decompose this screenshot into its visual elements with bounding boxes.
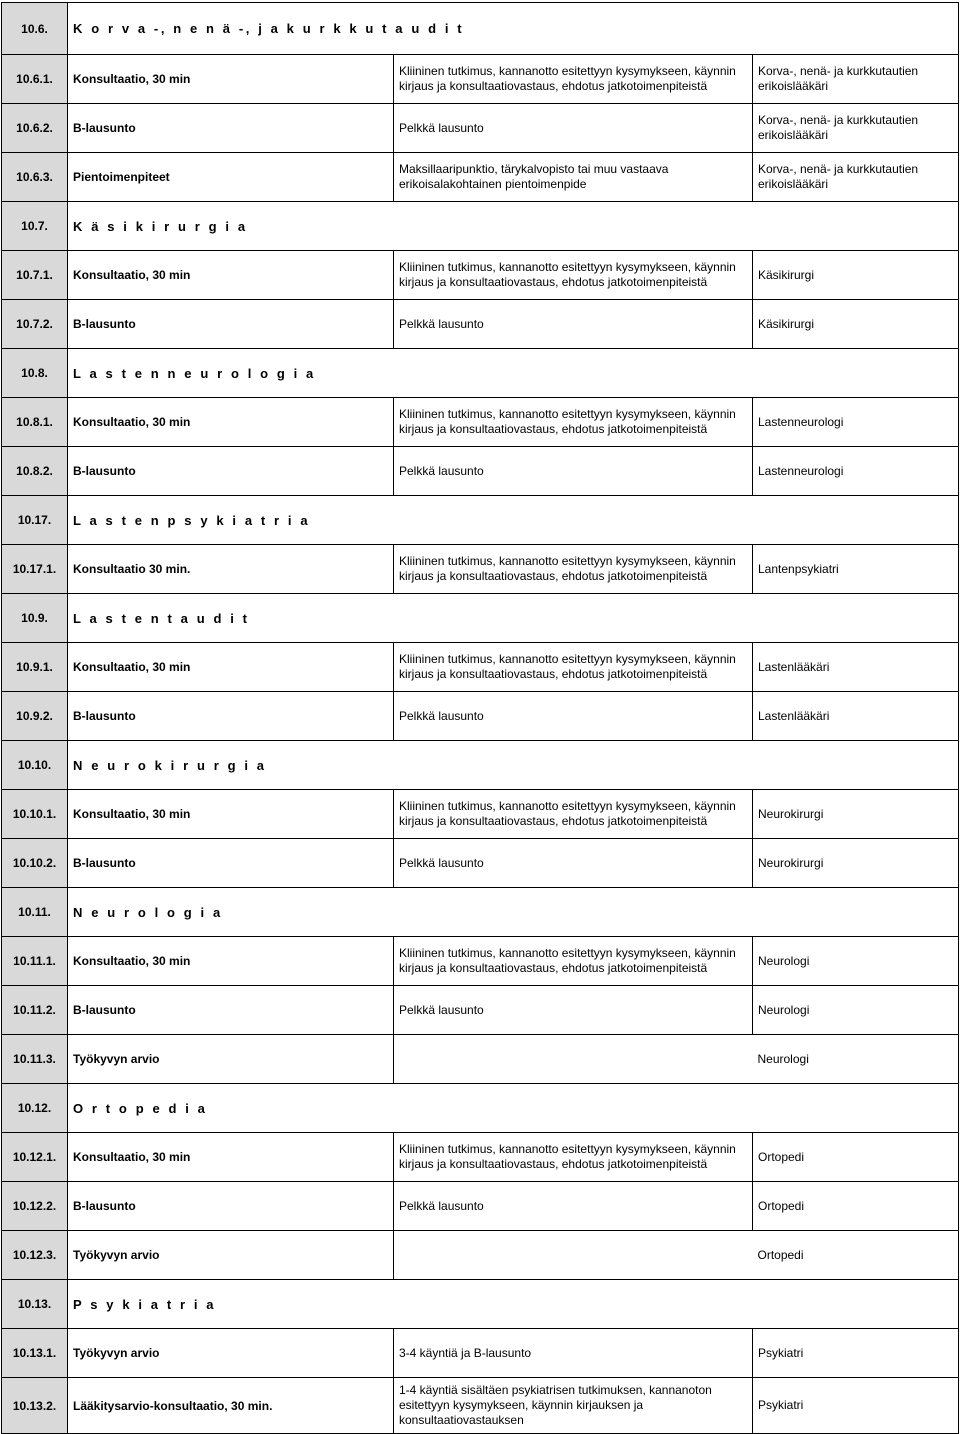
section-heading: L a s t e n n e u r o l o g i a <box>68 349 959 398</box>
item-description: 1-4 käyntiä sisältäen psykiatrisen tutkimuksen, kannanoton esitettyyn kysymykseen, käynnin kirjauksen ja konsultaatiovastauksen <box>394 1378 753 1434</box>
table-row <box>2 790 959 839</box>
item-specialist: Korva-, nenä- ja kurkkutautien erikoislääkäri <box>753 104 959 153</box>
table-row <box>2 692 959 741</box>
item-title: B-lausunto <box>68 300 394 349</box>
item-title: Konsultaatio, 30 min <box>68 55 394 104</box>
item-specialist: Psykiatri <box>753 1378 959 1434</box>
item-code: 10.11.1. <box>2 937 68 986</box>
table-row <box>2 1231 959 1280</box>
section-row <box>2 594 959 643</box>
item-title: Työkyvyn arvio <box>68 1035 394 1084</box>
item-description: Pelkkä lausunto <box>394 447 753 496</box>
table-row <box>2 300 959 349</box>
table-row <box>2 937 959 986</box>
item-description: Kliininen tutkimus, kannanotto esitettyyn kysymykseen, käynnin kirjaus ja konsultaatiovastaus, ehdotus jatkotoimenpiteistä <box>394 1133 753 1182</box>
item-title: B-lausunto <box>68 447 394 496</box>
item-title: Konsultaatio, 30 min <box>68 1133 394 1182</box>
table-row <box>2 643 959 692</box>
table-row <box>2 447 959 496</box>
item-description: Kliininen tutkimus, kannanotto esitettyyn kysymykseen, käynnin kirjaus ja konsultaatiovastaus, ehdotus jatkotoimenpiteistä <box>394 937 753 986</box>
section-row <box>2 496 959 545</box>
item-description <box>394 1231 753 1280</box>
section-code: 10.13. <box>2 1280 68 1329</box>
item-specialist: Korva-, nenä- ja kurkkutautien erikoislääkäri <box>753 55 959 104</box>
item-code: 10.10.1. <box>2 790 68 839</box>
item-title: Konsultaatio, 30 min <box>68 251 394 300</box>
item-code: 10.9.2. <box>2 692 68 741</box>
section-row <box>2 3 959 55</box>
section-row <box>2 1084 959 1133</box>
item-description <box>394 1035 753 1084</box>
table-row <box>2 986 959 1035</box>
item-specialist: Neurokirurgi <box>753 790 959 839</box>
item-title: Työkyvyn arvio <box>68 1231 394 1280</box>
section-code: 10.12. <box>2 1084 68 1133</box>
section-heading: L a s t e n t a u d i t <box>68 594 959 643</box>
item-specialist: Käsikirurgi <box>753 300 959 349</box>
item-description: Kliininen tutkimus, kannanotto esitettyyn kysymykseen, käynnin kirjaus ja konsultaatiovastaus, ehdotus jatkotoimenpiteistä <box>394 55 753 104</box>
section-row <box>2 349 959 398</box>
item-code: 10.12.1. <box>2 1133 68 1182</box>
section-heading: P s y k i a t r i a <box>68 1280 959 1329</box>
item-code: 10.6.1. <box>2 55 68 104</box>
section-code: 10.7. <box>2 202 68 251</box>
item-code: 10.11.3. <box>2 1035 68 1084</box>
item-description: Kliininen tutkimus, kannanotto esitettyyn kysymykseen, käynnin kirjaus ja konsultaatiovastaus, ehdotus jatkotoimenpiteistä <box>394 398 753 447</box>
table-row <box>2 251 959 300</box>
item-description: Pelkkä lausunto <box>394 839 753 888</box>
item-specialist: Lantenpsykiatri <box>753 545 959 594</box>
section-row <box>2 202 959 251</box>
item-title: B-lausunto <box>68 1182 394 1231</box>
item-title: B-lausunto <box>68 839 394 888</box>
item-code: 10.6.3. <box>2 153 68 202</box>
service-table-body <box>2 3 959 1434</box>
item-description: Maksillaaripunktio, tärykalvopisto tai muu vastaava erikoisalakohtainen pientoimenpide <box>394 153 753 202</box>
item-description: Kliininen tutkimus, kannanotto esitettyyn kysymykseen, käynnin kirjaus ja konsultaatiovastaus, ehdotus jatkotoimenpiteistä <box>394 251 753 300</box>
item-specialist: Ortopedi <box>753 1182 959 1231</box>
item-title: Työkyvyn arvio <box>68 1329 394 1378</box>
item-description: Pelkkä lausunto <box>394 692 753 741</box>
item-code: 10.13.1. <box>2 1329 68 1378</box>
item-specialist: Ortopedi <box>753 1133 959 1182</box>
item-description: Pelkkä lausunto <box>394 300 753 349</box>
section-code: 10.11. <box>2 888 68 937</box>
table-row <box>2 545 959 594</box>
service-table <box>1 2 959 1434</box>
item-code: 10.11.2. <box>2 986 68 1035</box>
item-code: 10.17.1. <box>2 545 68 594</box>
section-heading: K o r v a -, n e n ä -, j a k u r k k u t a u d i t <box>68 3 959 55</box>
item-code: 10.13.2. <box>2 1378 68 1434</box>
item-specialist: Lastenneurologi <box>753 447 959 496</box>
item-code: 10.12.2. <box>2 1182 68 1231</box>
item-specialist: Lastenneurologi <box>753 398 959 447</box>
item-title: Konsultaatio, 30 min <box>68 790 394 839</box>
item-description: Pelkkä lausunto <box>394 1182 753 1231</box>
item-title: Konsultaatio 30 min. <box>68 545 394 594</box>
item-specialist: Lastenlääkäri <box>753 643 959 692</box>
item-code: 10.9.1. <box>2 643 68 692</box>
item-code: 10.7.2. <box>2 300 68 349</box>
item-code: 10.6.2. <box>2 104 68 153</box>
item-specialist: Psykiatri <box>753 1329 959 1378</box>
section-row <box>2 888 959 937</box>
section-code: 10.8. <box>2 349 68 398</box>
section-code: 10.17. <box>2 496 68 545</box>
section-heading: L a s t e n p s y k i a t r i a <box>68 496 959 545</box>
table-row <box>2 839 959 888</box>
item-code: 10.7.1. <box>2 251 68 300</box>
item-title: B-lausunto <box>68 986 394 1035</box>
table-row <box>2 153 959 202</box>
section-heading: K ä s i k i r u r g i a <box>68 202 959 251</box>
section-heading: O r t o p e d i a <box>68 1084 959 1133</box>
table-row <box>2 55 959 104</box>
section-row <box>2 1280 959 1329</box>
item-title: Konsultaatio, 30 min <box>68 937 394 986</box>
item-description: Kliininen tutkimus, kannanotto esitettyyn kysymykseen, käynnin kirjaus ja konsultaatiovastaus, ehdotus jatkotoimenpiteistä <box>394 545 753 594</box>
item-specialist: Ortopedi <box>753 1231 959 1280</box>
item-specialist: Korva-, nenä- ja kurkkutautien erikoislääkäri <box>753 153 959 202</box>
item-code: 10.10.2. <box>2 839 68 888</box>
table-row <box>2 104 959 153</box>
section-code: 10.9. <box>2 594 68 643</box>
item-specialist: Lastenlääkäri <box>753 692 959 741</box>
item-description: Kliininen tutkimus, kannanotto esitettyyn kysymykseen, käynnin kirjaus ja konsultaatiovastaus, ehdotus jatkotoimenpiteistä <box>394 790 753 839</box>
item-specialist: Neurokirurgi <box>753 839 959 888</box>
item-specialist: Neurologi <box>753 1035 959 1084</box>
section-code: 10.6. <box>2 3 68 55</box>
section-row <box>2 741 959 790</box>
item-code: 10.12.3. <box>2 1231 68 1280</box>
item-description: 3-4 käyntiä ja B-lausunto <box>394 1329 753 1378</box>
item-description: Pelkkä lausunto <box>394 104 753 153</box>
item-description: Kliininen tutkimus, kannanotto esitettyyn kysymykseen, käynnin kirjaus ja konsultaatiovastaus, ehdotus jatkotoimenpiteistä <box>394 643 753 692</box>
table-row <box>2 1329 959 1378</box>
item-specialist: Neurologi <box>753 986 959 1035</box>
item-title: Pientoimenpiteet <box>68 153 394 202</box>
table-row <box>2 1133 959 1182</box>
table-row <box>2 398 959 447</box>
table-row <box>2 1378 959 1434</box>
section-code: 10.10. <box>2 741 68 790</box>
section-heading: N e u r o l o g i a <box>68 888 959 937</box>
section-heading: N e u r o k i r u r g i a <box>68 741 959 790</box>
table-row <box>2 1035 959 1084</box>
item-title: Lääkitysarvio-konsultaatio, 30 min. <box>68 1378 394 1434</box>
item-title: Konsultaatio, 30 min <box>68 643 394 692</box>
item-description: Pelkkä lausunto <box>394 986 753 1035</box>
item-specialist: Käsikirurgi <box>753 251 959 300</box>
item-title: Konsultaatio, 30 min <box>68 398 394 447</box>
table-row <box>2 1182 959 1231</box>
item-code: 10.8.2. <box>2 447 68 496</box>
item-title: B-lausunto <box>68 104 394 153</box>
item-code: 10.8.1. <box>2 398 68 447</box>
item-specialist: Neurologi <box>753 937 959 986</box>
item-title: B-lausunto <box>68 692 394 741</box>
